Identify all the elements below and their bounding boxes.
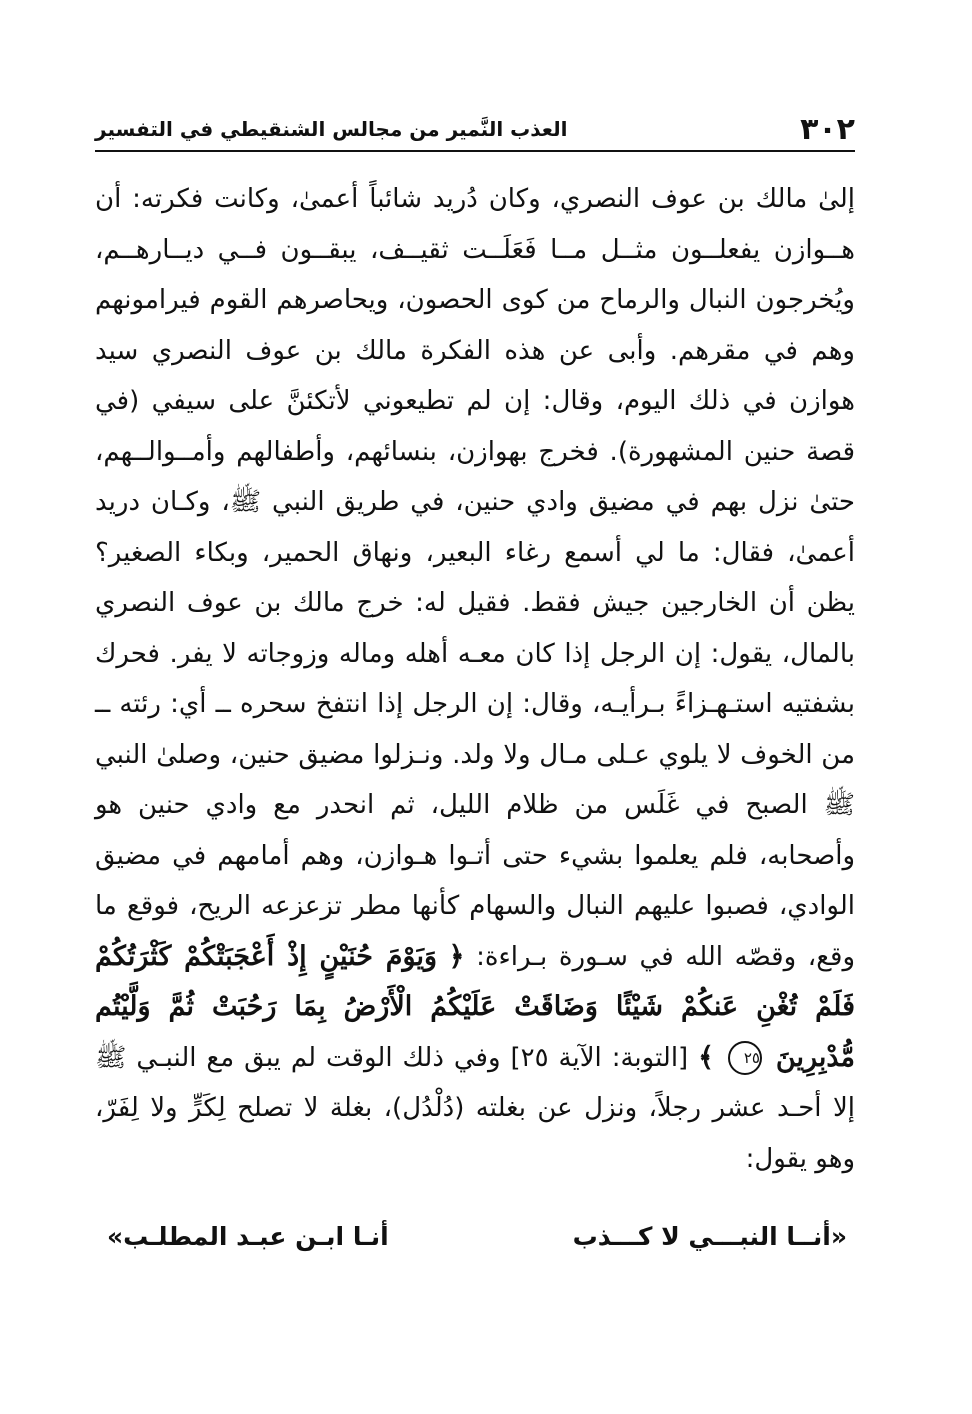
running-title: العذب النَّمير من مجالس الشنقيطي في التفسير <box>95 117 568 141</box>
body-text <box>95 174 855 1184</box>
poem-hemistich-left: أنـا ابـن عبـد المطلـب» <box>107 1222 389 1251</box>
page-number: ٣٠٢ <box>800 111 855 147</box>
verse-open-bracket: ﴿ <box>448 940 465 972</box>
poem-line <box>95 1222 855 1251</box>
ayah-number-marker: ٢٥ <box>728 1041 762 1075</box>
quran-verse: وَيَوْمَ حُنَيْنٍ إِذْ أَعْجَبَتْكُمْ كَثْرَتُكُمْ فَلَمْ تُغْنِ عَنكُمْ شَيْئًا وَضَاقَتْ عَلَيْكُمُ الْأَرْضُ بِمَا رَحُبَتْ ثُمَّ وَلَّيْتُم مُّدْبِرِينَ <box>95 940 856 1073</box>
verse-close-bracket: ﴾ <box>698 1041 714 1073</box>
poem-hemistich-right: «أنــا النبـــي لا كـــذب <box>572 1222 847 1251</box>
page-header <box>95 108 855 152</box>
paragraph-text-2: وفي ذلك الوقت لم يبق مع النبـي ﷺ إلا أحـد عشر رجلاً، ونزل عن بغلته (دُلْدُل)، بغلة لا تصلح لِكَرٍّ ولا لِفَرّ، وهو يقول: <box>95 1042 855 1174</box>
book-page <box>95 108 855 1378</box>
verse-citation: [التوبة: الآية ٢٥] <box>510 1042 689 1073</box>
paragraph-text-1: إلىٰ مالك بن عوف النصري، وكان دُريد شائباً أعمىٰ، وكانت فكرته: أن هــوازن يفعلــون مثــل مــا فَعَلَــت ثقيــف، يبقــون فــي ديــارهــم، ويُخرجون النبال والرماح من كوى الحصون، ويحاصرهم القوم فيرامونهم وهم في مقرهم. وأبى عن هذه الفكرة مالك بن عوف النصري سيد هوازن في ذلك اليوم، وقال: إن لم تطيعوني لأتكئنَّ على سيفي (في قصة حنين المشهورة). فخرج بهوازن، بنسائهم، وأطفالهم وأمــوالــهم، حتىٰ نزل بهم في مضيق وادي حنين، في طريق النبي ﷺ، وكـان دريد أعمىٰ، فقال: ما لي أسمع رغاء البعير، ونهاق الحمير، وبكاء الصغير؟ يظن أن الخارجين جيش فقط. فقيل له: خرج مالك بن عوف النصري بالمال، يقول: إن الرجل إذا كان معـه أهله وماله وزوجاته لا يفر. فحرك بشفتيه استـهـزاءً بـرأيـه، وقال: إن الرجل إذا انتفخ سحره ــ أي: رئته ــ من الخوف لا يلوي عـلى مـال ولا ولد. ونـزلوا مضيق حنين، وصلىٰ النبي ﷺ الصبح في غَلَس من ظلام الليل، ثم انحدر مع وادي حنين هو وأصحابه، فلم يعلموا بشيء حتى أتـوا هـوازن، وهم أمامهم في مضيق الوادي، فصبوا عليهم النبال والسهام كأنها مطر تزعزعه الريح، فوقع ما وقع، وقصّه الله في سـورة بـراءة: <box>95 184 856 972</box>
